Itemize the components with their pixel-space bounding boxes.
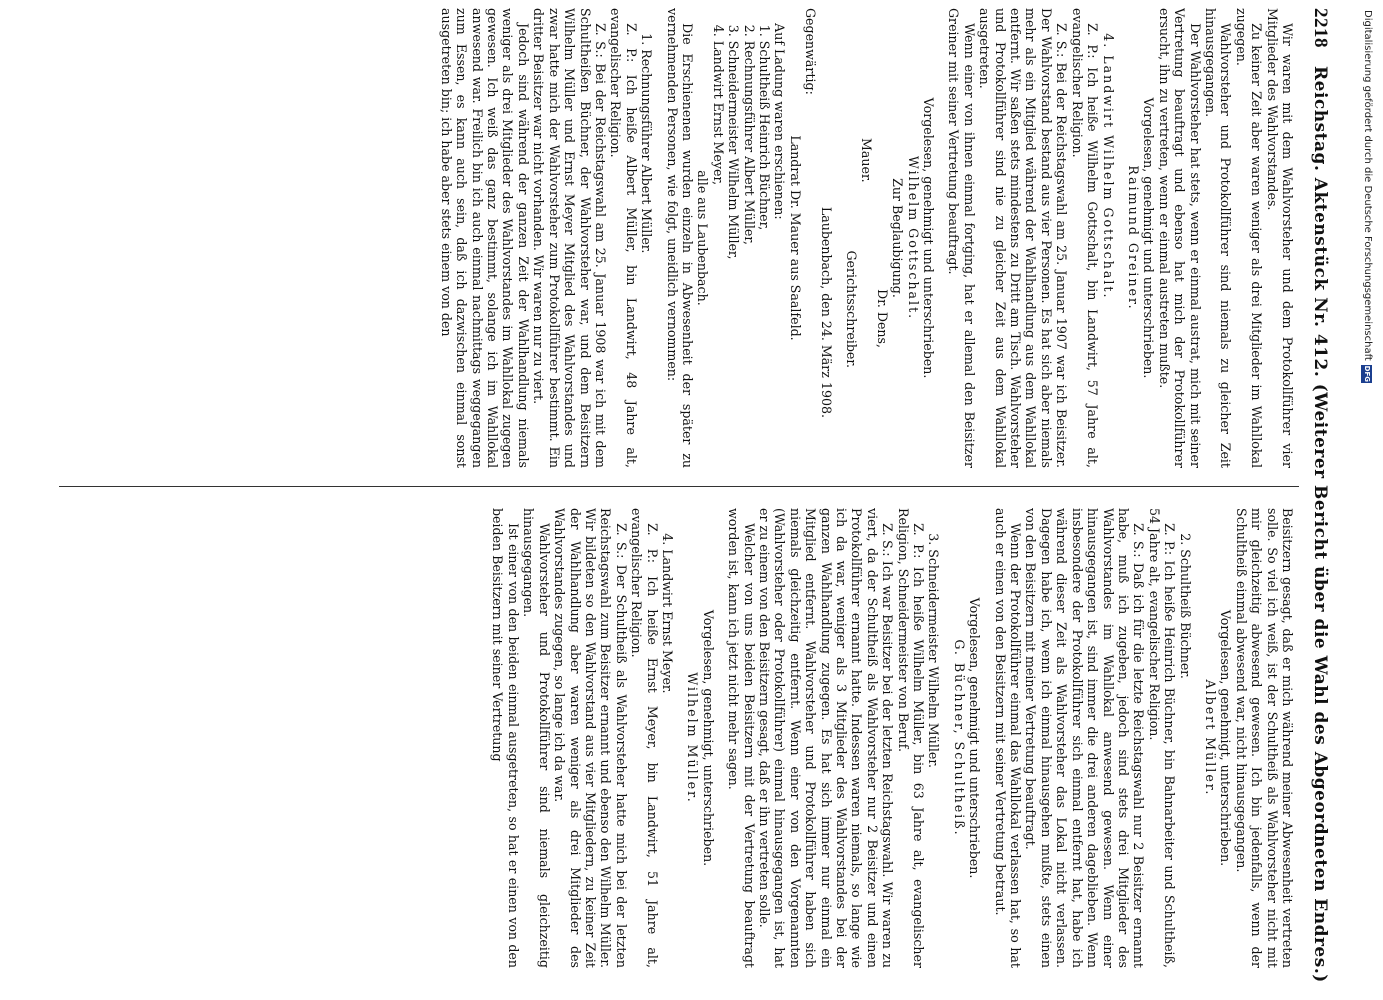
paragraph: Der Wahlvorsteher hat stets, wenn er einmal austrat, mich mit seiner Vertretung beauftragt und ebenso hat mich der Protokollführer ersucht, ihn zu vertreten, wenn er einmal austreten mußte. bbox=[1156, 8, 1203, 468]
clerk-role: Gerichtsschreiber. bbox=[844, 250, 860, 368]
signature-line: Vorgelesen, genehmigt, unterschrieben. bbox=[1218, 609, 1234, 867]
signature-line: Vorgelesen, genehmigt, unterschrieben. bbox=[700, 609, 716, 867]
summons-intro: Auf Ladung waren erschienen: bbox=[772, 23, 788, 220]
present-label: Gegenwärtig: bbox=[803, 8, 819, 95]
witness-heading: 1. Rechnungsführer Albert Müller. bbox=[639, 33, 655, 254]
signature-name: Wilhelm Gottschalt. bbox=[905, 155, 921, 321]
witness-heading: 4. Landwirt Wilhelm Gottschalt. bbox=[1100, 33, 1116, 300]
witness-heading: 3. Schneidermeister Wilhelm Müller. bbox=[926, 533, 942, 769]
summoned-list bbox=[710, 8, 772, 468]
present-person: Landrat Dr. Mauer aus Saalfeld. bbox=[787, 135, 803, 341]
paragraph: Z. P.: Ich heiße Ernst Meyer, bin Landwirt, 51 Jahre alt, evangelischer Religion. bbox=[629, 508, 660, 968]
list-item: 1. Schultheiß Heinrich Büchner, bbox=[757, 41, 772, 468]
paragraph: Z. P.: Ich heiße Heinrich Büchner, bin Bahnarbeiter und Schultheiß, 54 Jahre alt, evangelischer Religion. bbox=[1146, 508, 1178, 968]
judge-name: Mauer. bbox=[859, 138, 875, 183]
paragraph: Z. S.: Daß ich für die letzte Reichstagswahl nur 2 Beisitzer ernannt habe, muß ich zugeben, jedoch sind stets drei Mitglieder des Wahlvorstandes im Wahllokal anwesend gewesen. Wenn einer hinausgegangen ist, sind immer die drei anderen dageblieben. Wenn insbesondere der Protokollführer sich einmal entfernt hat, habe ich während dieser Zeit als Wahlvorsteher das Lokal nicht verlassen. Dagegen habe ich, wenn ich einmal hinausgehen mußte, stets einen von den Beisitzern mit meiner Vertretung beauftragt. bbox=[1023, 508, 1147, 968]
witness-heading: 2. Schultheiß Büchner. bbox=[1177, 533, 1193, 679]
signature-line: Vorgelesen, genehmigt und unterschrieben. bbox=[921, 97, 937, 379]
digitization-footer bbox=[1359, 10, 1379, 995]
place-date: Laubenbach, den 24. März 1908. bbox=[818, 206, 834, 418]
rotated-document-page bbox=[35, 8, 1335, 983]
right-column bbox=[45, 508, 1295, 968]
column-divider bbox=[59, 486, 1299, 487]
summoned-origin: alle aus Laubenbach. bbox=[695, 170, 711, 306]
page-number: 2218 bbox=[1310, 8, 1331, 48]
signature-name: Wilhelm Müller. bbox=[685, 672, 701, 804]
paragraph: Wahlvorsteher und Protokollführer sind niemals gleichzeitig hinausgegangen. bbox=[521, 508, 552, 968]
footer-note: Digitalisierung gefördert durch die Deutsche Forschungsgemeinschaft bbox=[1362, 10, 1373, 361]
paragraph: Z. S.: Bei der Reichstagswahl am 25. Januar 1908 war ich mit dem Schultheißen Büchner, der Wahlvorsteher war, und dem Beisitzern Wilhelm Müller und Ernst Meyer Mitglied des Wahlvorstandes und zwar hatte mich der Wahlvorsteher zum Protokollführer bestimmt. Ein dritter Beisitzer war nicht vorhanden. Wir waren nur zu viert. bbox=[531, 8, 608, 468]
paragraph: Wenn einer von ihnen einmal fortging, hat er allemal den Beisitzer Greiner mit seiner Vertretung beauftragt. bbox=[946, 8, 977, 468]
paragraph: Wenn der Protokollführer einmal das Wahllokal verlassen hat, so hat auch er einen von den Beisitzern mit seiner Vertretung betraut. bbox=[992, 508, 1024, 968]
paragraph: Z. S.: Bei der Reichstagswahl am 25. Januar 1907 war ich Beisitzer. Der Wahlvorstand bestand aus vier Personen. Es hat sich aber niemals mehr als ein Mitglied während der Wahlhandlung aus dem Wahllokal entfernt. Wir saßen stets mindestens zu Dritt am Tisch. Wahlvorsteher und Protokollführer sind nie zu gleicher Zeit aus dem Wahllokal ausgetreten. bbox=[977, 8, 1070, 468]
dfg-logo-icon: DFG bbox=[1363, 365, 1372, 383]
witness-heading: 4. Landwirt Ernst Meyer. bbox=[659, 533, 675, 694]
list-item: 2. Rechnungsführer Albert Müller, bbox=[741, 41, 756, 468]
paragraph: Welcher von uns beiden Beisitzern mit der Vertretung beauftragt worden ist, kann ich jetzt nicht mehr sagen. bbox=[726, 508, 757, 968]
paragraph: Z. S.: Ich war Beisitzer bei der letzten Reichstagswahl. Wir waren zu viert, da der Schultheiß als Wahlvorsteher nur 2 Beisitzer und einen Protokollführer ernannt hatte. Indessen waren niemals, so lange wie ich da war, weniger als 3 Mitglieder des Wahlvorstandes bei der ganzen Wahlhandlung zugegen. Es hat sich immer nur einmal ein Mitglied entfernt. Wahlvorsteher und Protokollführer haben sich niemals gleichzeitig entfernt. Wenn einer von den Vorgenannten (Wahlvorsteher oder Protokollführer) einmal hinausgegangen ist, hat er zu einem von den Beisitzern gesagt, daß er ihn vertreten solle. bbox=[757, 508, 896, 968]
paragraph: Z. S.: Der Schultheiß als Wahlvorsteher hatte mich bei der letzten Reichstagswahl zum Beisitzer ernannt und ebenso den Wilhelm Müller. Wir bildeten so den Wahlvorstand aus vier Mitgliedern, zu keiner Zeit der Wahlhandlung aber waren weniger als drei Mitglieder des Wahlvorstandes zugegen, so lange ich da war. bbox=[552, 508, 629, 968]
signature-line: Vorgelesen, genehmigt und unterschrieben. bbox=[1141, 97, 1157, 379]
paragraph: Zu keiner Zeit aber waren weniger als drei Mitglieder im Wahllokal zugegen. bbox=[1233, 8, 1265, 468]
clerk-name: Dr. Dens, bbox=[874, 289, 890, 348]
paragraph: Jedoch sind während der ganzen Zeit der Wahlhandlung niemals weniger als drei Mitglieder des Wahlvorstandes im Wahllokal zugegen gewesen. Ich weiß das ganz bestimmt, solange ich im Wahllokal anwesend war. Freilich bin ich auch einmal nachmittags weggegangen zum Essen, es kann auch sein, daß ich dazwischen einmal sonst ausgetreten bin; ich habe aber stets einem von den bbox=[438, 8, 531, 468]
paragraph: Wir waren mit dem Wahlvorsteher und dem Protokollführer vier Mitglieder des Wahlvorstandes. bbox=[1264, 8, 1295, 468]
paragraph: Z. P.: Ich heiße Albert Müller, bin Landwirt, 48 Jahre alt, evangelischer Religion. bbox=[608, 8, 639, 468]
paragraph: Z. P.: Ich heiße Wilhelm Müller, bin 63 Jahre alt, evangelischer Religion, Schneidermeister von Beruf. bbox=[895, 508, 927, 968]
signature-name: Albert Müller. bbox=[1202, 679, 1218, 797]
paragraph: Beisitzern gesagt, daß er mich während meiner Abwesenheit vertreten solle. So viel ich weiß, ist der Schultheiß als Wahlvorsteher nicht mit mir gleichzeitig abwesend gewesen. Ich bin jedenfalls, wenn der Schultheiß einmal abwesend war, nicht hinausgegangen. bbox=[1233, 508, 1295, 968]
paragraph: Wahlvorsteher und Protokollführer sind niemals zu gleicher Zeit hinausgegangen. bbox=[1202, 8, 1234, 468]
signature-line: Vorgelesen, genehmigt und unterschrieben. bbox=[967, 597, 983, 879]
list-item: 4. Landwirt Ernst Meyer, bbox=[710, 41, 725, 468]
signature-name: Raimund Greiner. bbox=[1125, 165, 1141, 311]
paragraph: Z. P.: Ich heiße Wilhelm Gottschalt, bin Landwirt, 57 Jahre alt, evangelischer Religion. bbox=[1069, 8, 1101, 468]
header-title: Reichstag. Aktenstück Nr. 412. (Weiterer Bericht über die Wahl des Abgeordneten Endres.) bbox=[1310, 66, 1330, 983]
paragraph: Die Erschienenen wurden einzeln in Abwesenheit der später zu vernehmenden Personen, wie folgt, uneidlich vernommen: bbox=[664, 8, 695, 468]
signature-name: G. Büchner, Schultheiß. bbox=[951, 639, 967, 837]
certification: Zur Beglaubigung. bbox=[890, 178, 906, 298]
list-item: 3. Schneidermeister Wilhelm Müller, bbox=[726, 41, 741, 468]
page-header bbox=[1305, 8, 1335, 983]
paragraph: Ist einer von den beiden einmal ausgetreten, so hat er einen von den beiden Beisitzern mit seiner Vertretung bbox=[490, 508, 521, 968]
left-column bbox=[45, 8, 1295, 468]
